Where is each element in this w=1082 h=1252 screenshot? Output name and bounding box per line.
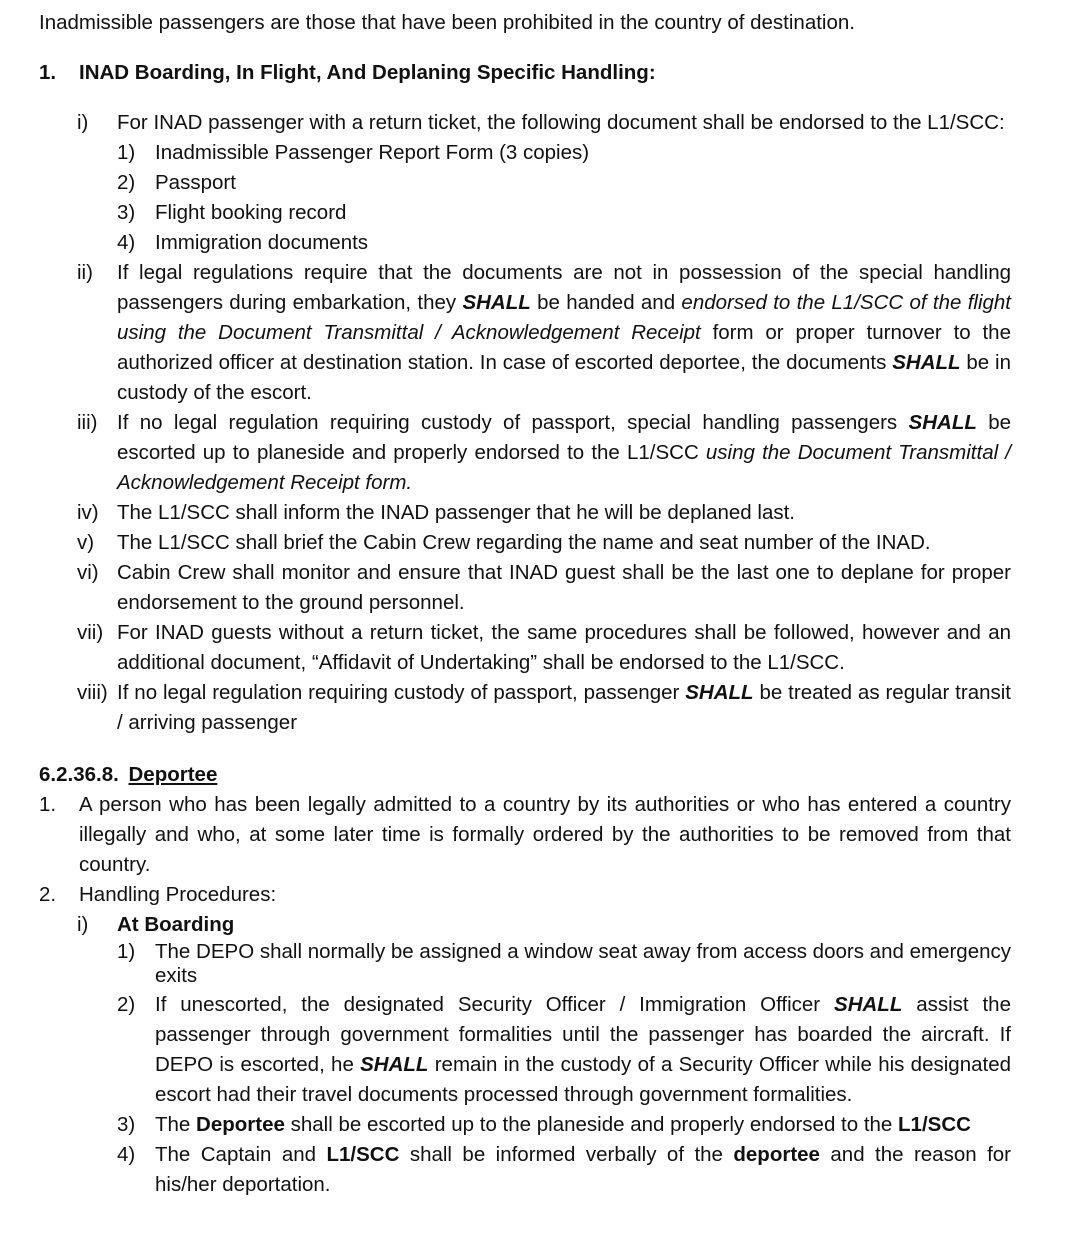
deportee-section-heading (39, 760, 1011, 790)
list-item-text: If legal regulations require that the documents are not in possession of the special handling passengers during embarkation, they SHALL be handed and endorsed to the L1/SCC of the flight using the Document Transmittal / Acknowledgement Receipt form or proper turnover to the authorized officer at destination station. In case of escorted deportee, the documents SHALL be in custody of the escort. (117, 261, 1011, 404)
list-item-text: The L1/SCC shall brief the Cabin Crew regarding the name and seat number of the INAD. (117, 531, 931, 554)
intro-paragraph: Inadmissible passengers are those that have been prohibited in the country of destination. (39, 11, 855, 34)
list-item-text: Cabin Crew shall monitor and ensure that INAD guest shall be the last one to deplane for proper endorsement to the ground personnel. (117, 561, 1011, 614)
list-item: 4) The Captain and L1/SCC shall be informed verbally of the deportee and the reason for his/her deportation. (117, 1143, 1011, 1196)
deportee-procedure-list (77, 910, 1011, 1200)
list-item: 2) Passport (117, 171, 236, 194)
inad-heading-title: INAD Boarding, In Flight, And Deplaning Specific Handling: (79, 61, 656, 84)
handling-procedures-heading: 2. Handling Procedures: (39, 883, 277, 906)
at-boarding-heading: At Boarding (117, 913, 235, 936)
section-title: Deportee (128, 763, 218, 786)
deportee-definition: 1. A person who has been legally admitted to a country by its authorities or who has entered a country illegally and who, at some later time is formally ordered by the authorities to be removed from that country. (39, 793, 1011, 876)
list-item: vi) Cabin Crew shall monitor and ensure that INAD guest shall be the last one to deplane for proper endorsement to the ground personnel. (77, 558, 1011, 618)
list-item: 1) The DEPO shall normally be assigned a window seat away from access doors and emergency exits (117, 940, 1011, 987)
list-item-text: If no legal regulation requiring custody of passport, special handling passengers SHALL be escorted up to planeside and properly endorsed to the L1/SCC using the Document Transmittal / Acknowledgement Receipt form. (117, 411, 1012, 494)
list-item: 3) Flight booking record (117, 201, 347, 224)
list-item: iii) If no legal regulation requiring custody of passport, special handling passengers SHALL be escorted up to planeside and properly endorsed to the L1/SCC using the Document Transmittal / Acknowledgement Receipt form. (77, 408, 1011, 498)
list-item: v) The L1/SCC shall brief the Cabin Crew regarding the name and seat number of the INAD. (77, 528, 1011, 558)
list-item: 4) Immigration documents (117, 231, 369, 254)
list-item: ii) If legal regulations require that the documents are not in possession of the special handling passengers during embarkation, they SHALL be handed and endorsed to the L1/SCC of the flight using the Document Transmittal / Acknowledgement Receipt form or proper turnover to the authorized officer at destination station. In case of escorted deportee, the documents SHALL be in custody of the escort. (77, 258, 1011, 408)
list-item: 1) Inadmissible Passenger Report Form (3 copies) (117, 141, 590, 164)
list-item: 2) If unescorted, the designated Security Officer / Immigration Officer SHALL assist the passenger through government formalities until the passenger has boarded the aircraft. If DEPO is escorted, he SHALL remain in the custody of a Security Officer while his designated escort had their travel documents processed through government formalities. (117, 993, 1011, 1106)
list-item: i) For INAD passenger with a return ticket, the following document shall be endorsed to the L1/SCC: 1) Inadmissible Passenger Report Form (3 copies) 2) Passport 3) Flight booking record 4) Immigration documents (77, 108, 1011, 258)
list-item: 3) The Deportee shall be escorted up to the planeside and properly endorsed to the L1/SCC (117, 1113, 971, 1136)
at-boarding-steps (117, 940, 1011, 1200)
section-number: 6.2.36.8. (39, 763, 119, 786)
inad-heading (39, 58, 1011, 88)
list-item: vii) For INAD guests without a return ticket, the same procedures shall be followed, however and an additional document, “Affidavit of Undertaking” shall be endorsed to the L1/SCC. (77, 618, 1011, 678)
list-item-text: The L1/SCC shall inform the INAD passenger that he will be deplaned last. (117, 501, 796, 524)
document-page (39, 8, 1011, 1200)
list-item-text: For INAD guests without a return ticket, the same procedures shall be followed, however and an additional document, “Affidavit of Undertaking” shall be endorsed to the L1/SCC. (117, 621, 1011, 674)
list-item-text: For INAD passenger with a return ticket, the following document shall be endorsed to the L1/SCC: (117, 111, 1005, 134)
required-documents-list (117, 138, 1011, 258)
list-item: viii) If no legal regulation requiring custody of passport, passenger SHALL be treated as regular transit / arriving passenger (77, 678, 1011, 738)
inad-heading-number: 1. (39, 61, 57, 84)
list-item: iv) The L1/SCC shall inform the INAD passenger that he will be deplaned last. (77, 498, 1011, 528)
list-item: i) At Boarding 1) The DEPO shall normally be assigned a window seat away from access doors and emergency exits 2) If unescorted, the designated Security Officer / Immigration Officer SHALL assist the passenger through government formalities until the passenger has boarded the aircraft. If DEPO is escorted, he SHALL remain in the custody of a Security Officer while his designated escort had their travel documents processed through government formalities. 3) The Deportee shall be escorted up to the planeside and properly endorsed to the L1/SCC 4) The Captain and L1/SCC shall be informed verbally of the deportee and the reason for his/her deportation. (77, 910, 1011, 1200)
inad-procedure-list (77, 108, 1011, 738)
list-item-text: If no legal regulation requiring custody of passport, passenger SHALL be treated as regular transit / arriving passenger (117, 681, 1012, 734)
